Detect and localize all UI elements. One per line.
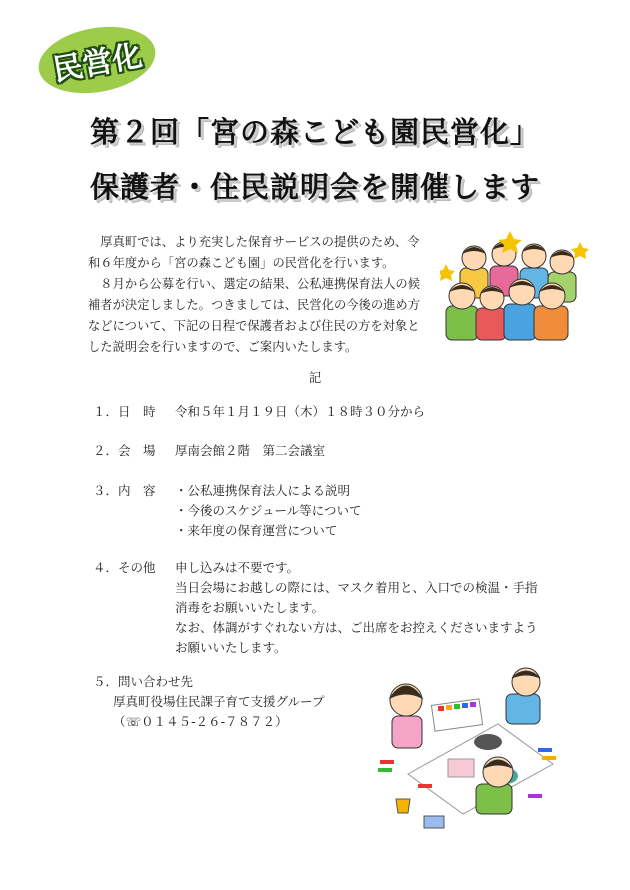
ki-heading: 記 (308, 370, 322, 385)
badge-text: 民営化 (50, 38, 145, 89)
cheering-children-illustration (440, 228, 590, 346)
contact-label: ５．問い合わせ先 (93, 674, 194, 689)
item-content (93, 481, 175, 501)
contact-org: 厚真町役場住民課子育て支援グループ (113, 694, 325, 709)
content-label: ３．内 容 (93, 483, 156, 498)
contact-phone: （☏０１４５-２６-７８７２） (113, 714, 288, 729)
other-line-3: 消毒をお願いいたします。 (175, 600, 325, 615)
date-value: 令和５年１月１９日（木）１８時３０分から (175, 404, 426, 419)
item-other (93, 558, 175, 578)
other-label: ４．その他 (93, 560, 156, 575)
other-line-5: お願いいたします。 (175, 640, 287, 655)
other-lines (175, 558, 538, 658)
privatization-badge (33, 18, 160, 102)
item-date (93, 402, 425, 422)
content-bullet-2: ・今後のスケジュール等について (175, 503, 362, 518)
content-bullets (175, 481, 362, 541)
intro-text (88, 232, 428, 358)
content-bullet-3: ・来年度の保育運営について (175, 523, 338, 538)
venue-value: 厚南会館２階 第二会議室 (175, 443, 326, 458)
intro-paragraph-2: ８月から公募を行い、選定の結果、公私連携保育法人の候補者が決定しました。つきましては、民営化の今後の進め方などについて、下記の日程で保護者および住民の方を対象とした説明会を行いますので、ご案内いたします。 (88, 277, 421, 354)
drawing-children-illustration (378, 664, 568, 836)
item-venue (93, 441, 325, 461)
venue-label: ２．会 場 (93, 443, 156, 458)
other-line-2: 当日会場にお越しの際には、マスク着用と、入口での検温・手指 (175, 580, 538, 595)
contact-block (93, 672, 325, 732)
title-line-1: 第２回「宮の森こども園民営化」 (89, 115, 540, 149)
title-line-2: 保護者・住民説明会を開催します (89, 170, 540, 204)
intro-paragraph-1: 厚真町では、より充実した保育サービスの提供のため、令和６年度から「宮の森こども園」の民営化を行います。 (88, 235, 420, 270)
other-line-1: 申し込みは不要です。 (175, 560, 300, 575)
other-line-4: なお、体調がすぐれない方は、ご出席をお控えくださいますよう (175, 620, 538, 635)
content-bullet-1: ・公私連携保育法人による説明 (175, 483, 351, 498)
date-label: １．日 時 (93, 404, 156, 419)
